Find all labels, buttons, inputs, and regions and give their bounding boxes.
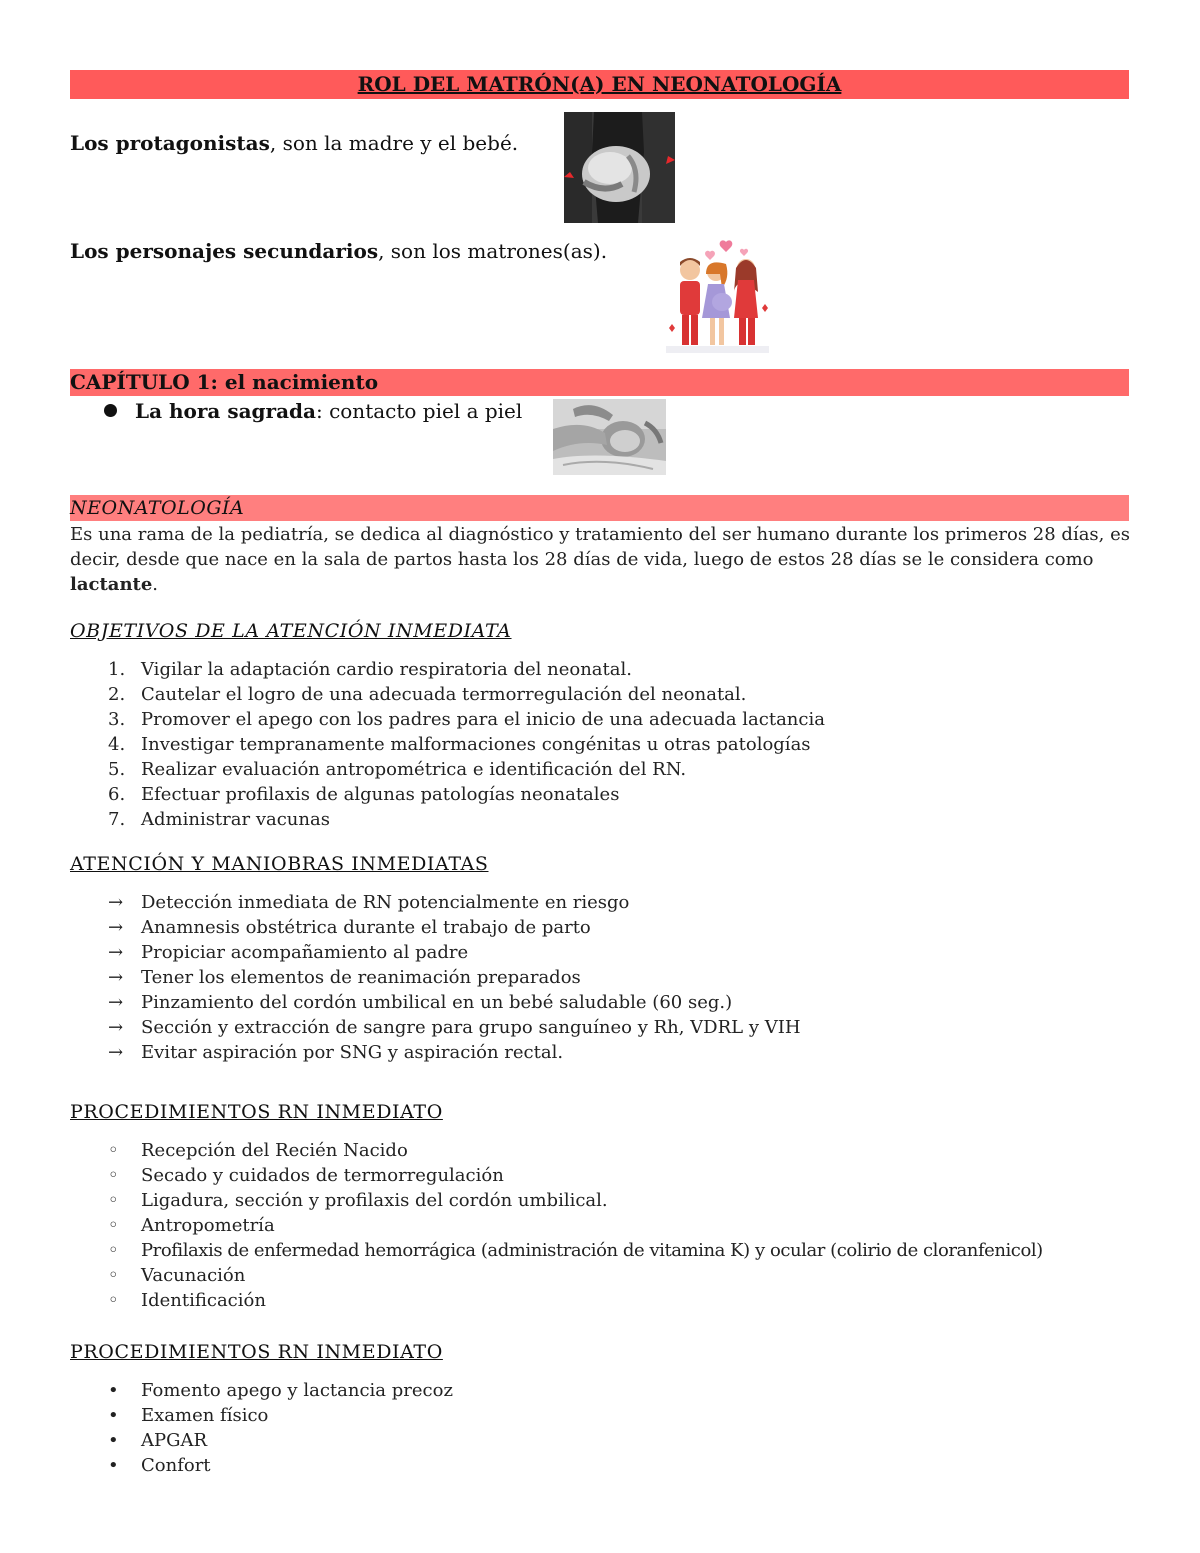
- list-item: 3. Promover el apego con los padres para el inicio de una adecuada lactancia: [108, 709, 825, 730]
- list-item: • Fomento apego y lactancia precoz: [108, 1380, 453, 1401]
- procedimientos-list-1: [70, 1138, 1130, 1313]
- arrow-icon: →: [108, 992, 124, 1013]
- chapter-bullet-text: : contacto piel a piel: [315, 399, 523, 423]
- family-illustration: [666, 238, 769, 353]
- procedimientos-heading-2: PROCEDIMIENTOS RN INMEDIATO: [70, 1341, 443, 1363]
- protagonists-line: [70, 131, 518, 155]
- list-item: ◦ Ligadura, sección y profilaxis del cordón umbilical.: [108, 1190, 608, 1211]
- arrow-icon: →: [108, 892, 124, 913]
- list-item: → Tener los elementos de reanimación preparados: [108, 967, 581, 988]
- chapter-bullet-bold: La hora sagrada: [135, 399, 316, 423]
- bullet-icon: •: [108, 1455, 119, 1476]
- pregnant-woman-image: [564, 112, 675, 223]
- secondary-line: [70, 239, 607, 263]
- objetivos-list: [70, 657, 1130, 832]
- skin-to-skin-image: [553, 399, 666, 475]
- chapter-title: CAPÍTULO 1: el nacimiento: [70, 370, 379, 394]
- arrow-icon: →: [108, 917, 124, 938]
- page-title: ROL DEL MATRÓN(A) EN NEONATOLOGÍA: [357, 72, 842, 96]
- circle-bullet-icon: ◦: [108, 1290, 119, 1311]
- arrow-icon: →: [108, 967, 124, 988]
- list-item: 7. Administrar vacunas: [108, 809, 330, 830]
- list-item: • Examen físico: [108, 1405, 269, 1426]
- list-item: 5. Realizar evaluación antropométrica e identificación del RN.: [108, 759, 687, 780]
- neonatologia-text-end: .: [152, 574, 159, 595]
- bullet-icon: •: [108, 1430, 119, 1451]
- list-item: → Sección y extracción de sangre para grupo sanguíneo y Rh, VDRL y VIH: [108, 1017, 801, 1038]
- arrow-icon: →: [108, 1042, 124, 1063]
- circle-bullet-icon: ◦: [108, 1165, 119, 1186]
- atencion-list: [70, 890, 1130, 1065]
- bullet-icon: •: [108, 1380, 119, 1401]
- list-item: ◦ Recepción del Recién Nacido: [108, 1140, 408, 1161]
- skin-to-skin-photo: [553, 399, 666, 475]
- list-item: → Propiciar acompañamiento al padre: [108, 942, 469, 963]
- list-item: • Confort: [108, 1455, 211, 1476]
- list-item: → Pinzamiento del cordón umbilical en un bebé saludable (60 seg.): [108, 992, 733, 1013]
- list-item: → Evitar aspiración por SNG y aspiración rectal.: [108, 1042, 564, 1063]
- procedimientos-list-2: [70, 1378, 1130, 1478]
- bullet-icon: •: [108, 1405, 119, 1426]
- list-item: → Detección inmediata de RN potencialmente en riesgo: [108, 892, 630, 913]
- list-item: ◦ Profilaxis de enfermedad hemorrágica (administración de vitamina K) y ocular (colirio de cloranfenicol): [108, 1240, 1043, 1261]
- neonatologia-heading: NEONATOLOGÍA: [70, 497, 245, 519]
- protagonists-text: , son la madre y el bebé.: [269, 131, 519, 155]
- circle-bullet-icon: ◦: [108, 1140, 119, 1161]
- circle-bullet-icon: ◦: [108, 1215, 119, 1236]
- list-item: ◦ Antropometría: [108, 1215, 275, 1236]
- list-item: 1. Vigilar la adaptación cardio respiratoria del neonatal.: [108, 659, 632, 680]
- secondary-text: , son los matrones(as).: [378, 239, 608, 263]
- list-item: • APGAR: [108, 1430, 208, 1451]
- midwife-illustration: [666, 238, 769, 353]
- circle-bullet-icon: ◦: [108, 1265, 119, 1286]
- neonatologia-paragraph: [70, 522, 1130, 597]
- arrow-icon: →: [108, 1017, 124, 1038]
- objetivos-heading: OBJETIVOS DE LA ATENCIÓN INMEDIATA: [70, 620, 512, 642]
- secondary-label: Los personajes secundarios: [70, 239, 379, 263]
- list-item: 2. Cautelar el logro de una adecuada termorregulación del neonatal.: [108, 684, 747, 705]
- circle-bullet-icon: ◦: [108, 1190, 119, 1211]
- procedimientos-heading-1: PROCEDIMIENTOS RN INMEDIATO: [70, 1101, 443, 1123]
- list-item: ◦ Secado y cuidados de termorregulación: [108, 1165, 504, 1186]
- bullet-dot-icon: [104, 404, 117, 417]
- chapter-bullet: [104, 398, 522, 424]
- pregnant-woman-photo: [564, 112, 675, 223]
- list-item: ◦ Identificación: [108, 1290, 266, 1311]
- arrow-icon: →: [108, 942, 124, 963]
- circle-bullet-icon: ◦: [108, 1240, 119, 1261]
- list-item: ◦ Vacunación: [108, 1265, 246, 1286]
- protagonists-label: Los protagonistas: [70, 131, 270, 155]
- neonatologia-text: Es una rama de la pediatría, se dedica al diagnóstico y tratamiento del ser humano durante los primeros 28 días, es decir, desde que nace en la sala de partos hasta los 28 días de vida, luego de estos 28 días se le considera como: [70, 524, 1131, 570]
- list-item: 4. Investigar tempranamente malformaciones congénitas u otras patologías: [108, 734, 811, 755]
- list-item: → Anamnesis obstétrica durante el trabajo de parto: [108, 917, 591, 938]
- atencion-heading: ATENCIÓN Y MANIOBRAS INMEDIATAS: [70, 853, 489, 875]
- lactante-term: lactante: [70, 574, 153, 595]
- list-item: 6. Efectuar profilaxis de algunas patologías neonatales: [108, 784, 620, 805]
